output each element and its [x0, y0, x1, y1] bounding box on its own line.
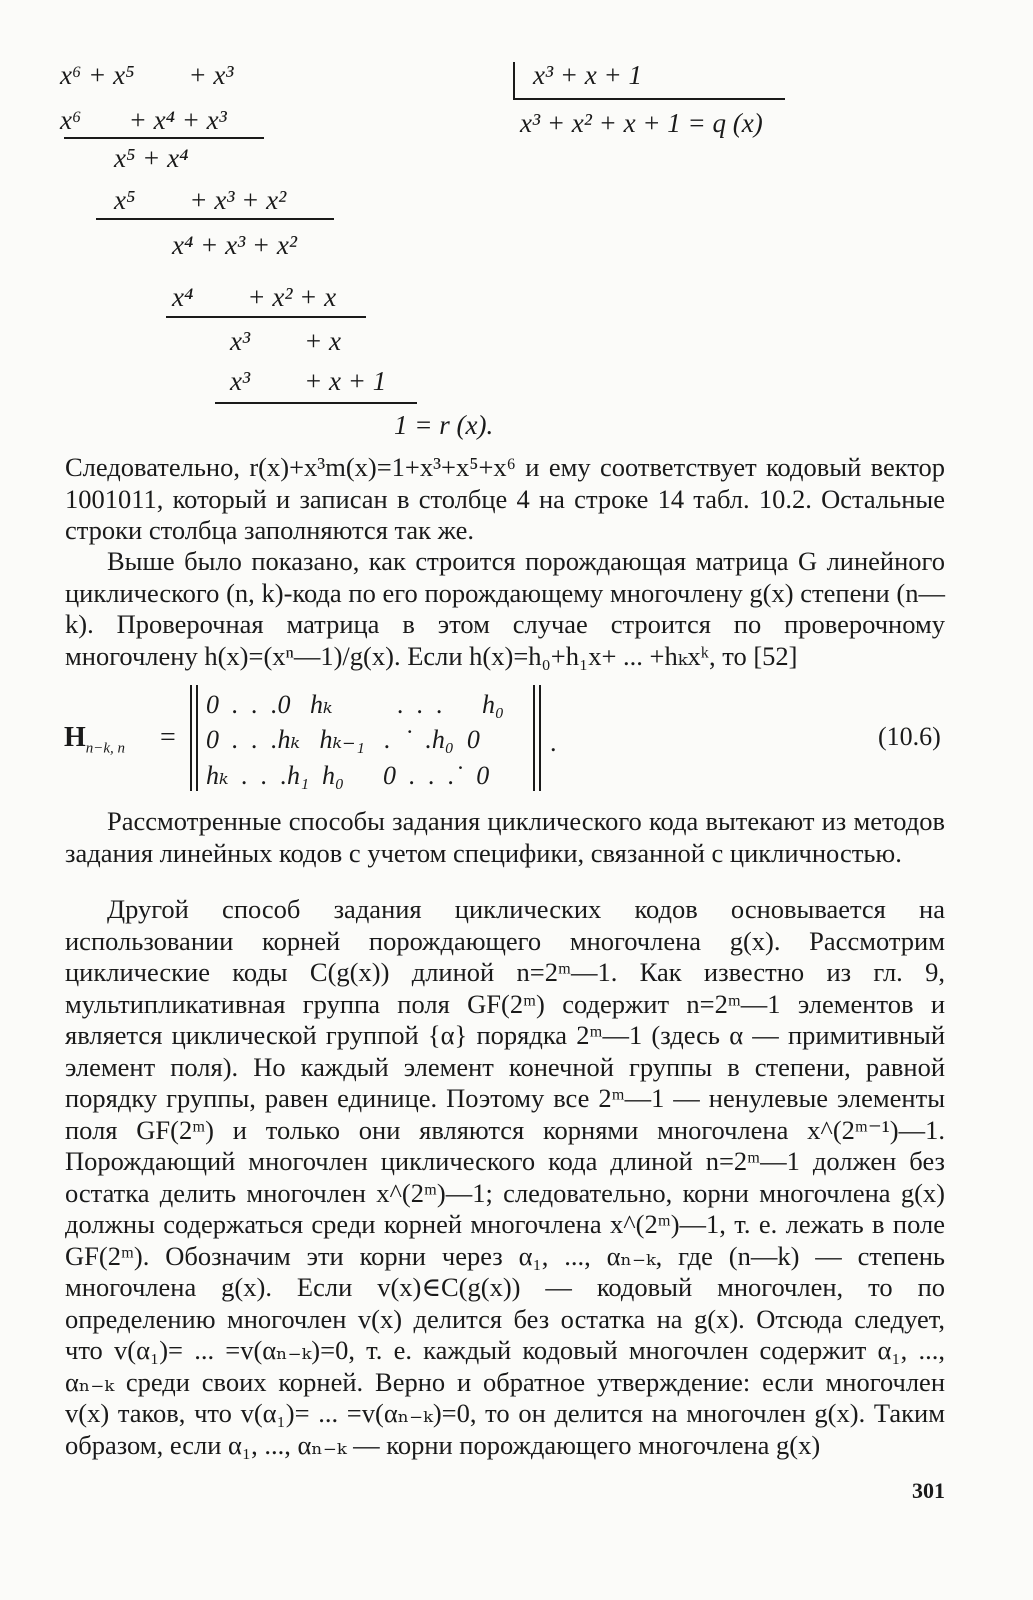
division-rule — [166, 316, 366, 318]
dividend: x⁶ + x⁵ + x³ — [60, 60, 234, 90]
division-row: x⁴ + x² + x — [172, 282, 337, 312]
divisor-bar — [513, 62, 515, 98]
paragraph-2 — [65, 546, 945, 672]
paragraph-3 — [65, 806, 945, 869]
division-row: x⁵ + x³ + x² — [114, 185, 287, 215]
matrix-left-bracket — [190, 685, 192, 791]
division-rule — [96, 218, 334, 220]
divisor: x³ + x + 1 — [533, 60, 643, 90]
paragraph-text: Рассмотренные способы задания циклического кода вытекают из методов задания линейных кодов с учетом специфики, связанной с цикличностью. — [65, 806, 945, 868]
matrix-left-bracket — [196, 685, 198, 791]
matrix-name: H — [64, 722, 86, 753]
paragraph-text: Следовательно, r(x)+x³m(x)=1+x³+x⁵+x⁶ и ему соответствует кодовый вектор 1001011, который и записан в столбце 4 на строке 14 табл. 10.2. Остальные строки столбца заполняются так же. — [65, 452, 945, 545]
division-rule — [215, 402, 417, 404]
matrix-symbol — [64, 722, 125, 758]
division-row: x³ + x — [230, 326, 342, 356]
equation-label: (10.6) — [878, 722, 941, 751]
paragraph-4 — [65, 894, 945, 1461]
matrix-right-bracket — [533, 685, 535, 791]
matrix-right-bracket — [539, 685, 541, 791]
paragraph-1 — [65, 452, 945, 547]
division-rule — [64, 137, 264, 139]
remainder: 1 = r (x). — [394, 410, 494, 440]
equals-sign: = — [160, 722, 176, 753]
period: . — [550, 728, 557, 757]
quotient: x³ + x² + x + 1 = q (x) — [520, 108, 763, 138]
division-row: x⁵ + x⁴ — [114, 143, 189, 173]
matrix-row: 0 . . .hₖ hₖ₋₁ . ˙ .h₀ 0 — [206, 725, 480, 754]
matrix-row: 0 . . .0 hₖ . . . h₀ — [206, 690, 505, 719]
page-number: 301 — [912, 1478, 945, 1503]
division-row: x³ + x + 1 — [230, 366, 387, 396]
matrix-subscript: n−k, n — [85, 740, 126, 757]
division-row: x⁶ + x⁴ + x³ — [60, 105, 227, 135]
paragraph-text: Другой способ задания циклических кодов основывается на использовании корней порождающего многочлена g(x). Рассмотрим циклические коды C(g(x)) длиной n=2ᵐ—1. Как известно из гл. 9, мультипликативная группа поля GF(2ᵐ) содержит n=2ᵐ—1 элементов и является циклической группой {α} порядка 2ᵐ—1 (здесь α — примитивный элемент поля). Но каждый элемент конечной группы в степени, равной порядку группы, равен единице. Поэтому все 2ᵐ—1 — ненулевые элементы поля GF(2ᵐ) и только они являются корнями многочлена x^(2ᵐ⁻¹)—1. Порождающий многочлен циклического кода длиной n=2ᵐ—1 должен без остатка делить многочлен x^(2ᵐ)—1; следовательно, корни многочлена g(x) должны содержаться среди корней многочлена x^(2ᵐ)—1, т. е. лежать в поле GF(2ᵐ). Обозначим эти корни через α₁, ..., αₙ₋ₖ, где (n—k) — степень многочлена g(x). Если v(x)∈C(g(x)) — кодовый многочлен, то по определению многочлен v(x) делится без остатка на g(x). Отсюда следует, что v(α₁)= ... =v(αₙ₋ₖ)=0, т. е. каждый кодовый многочлен содержит α₁, ..., αₙ₋ₖ среди своих корней. Верно и обратное утверждение: если многочлен v(x) таков, что v(α₁)= ... =v(αₙ₋ₖ)=0, то он делится на многочлен g(x). Таким образом, если α₁, ..., αₙ₋ₖ — корни порождающего многочлена g(x) — [65, 894, 945, 1460]
quotient-rule — [513, 98, 785, 100]
paragraph-text: Выше было показано, как строится порождающая матрица G линейного циклического (n, k)-кода по его порождающему многочлену g(x) степени (n—k). Проверочная матрица в этом случае строится по проверочному многочлену h(x)=(xⁿ—1)/g(x). Если h(x)=h₀+h₁x+ ... +hₖxᵏ, то [52] — [65, 546, 945, 671]
division-row: x⁴ + x³ + x² — [172, 230, 297, 260]
matrix-row: hₖ . . .h₁ h₀ 0 . . .˙ 0 — [206, 761, 490, 790]
